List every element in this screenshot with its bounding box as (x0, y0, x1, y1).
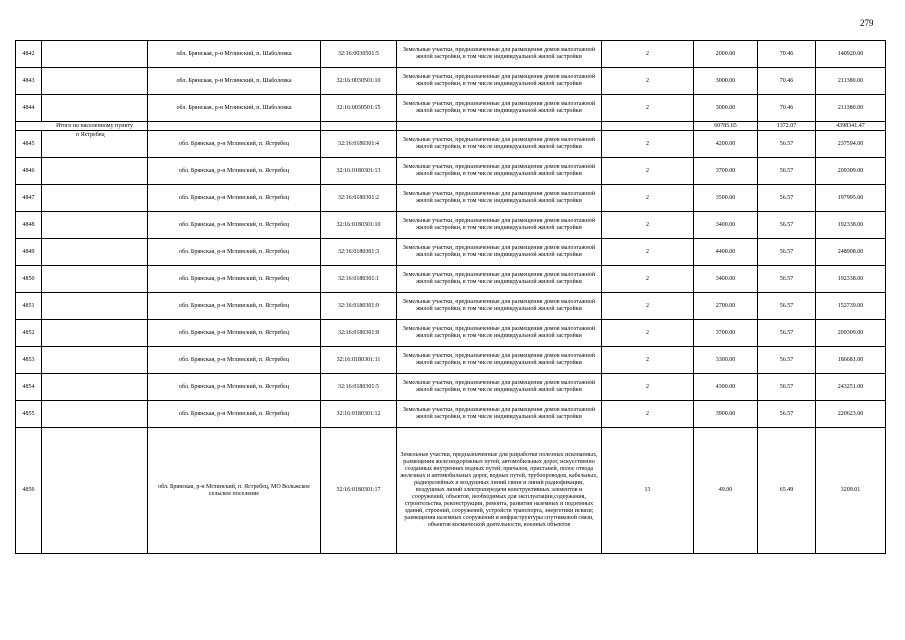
land-registry-table (15, 40, 886, 554)
row-use-code: 2 (602, 320, 694, 347)
row-address: обл. Брянская, р-н Мглинский, п. Ястребец, МО Вольжское сельское поселение (148, 428, 321, 554)
table-row (16, 41, 886, 68)
row-number: 4843 (16, 68, 42, 95)
row-use-code: 2 (602, 131, 694, 158)
row-use-code: 13 (602, 428, 694, 554)
row-use-code: 2 (602, 41, 694, 68)
table-row (16, 185, 886, 212)
row-cadastral-value: 209309.00 (816, 158, 886, 185)
row-permitted-use: Земельные участки, предназначенные для размещения домов малоэтажной жилой застройки, в том числе индивидуальной жилой застройки (397, 131, 602, 158)
row-spacer (42, 185, 148, 212)
row-permitted-use: Земельные участки, предназначенные для размещения домов малоэтажной жилой застройки, в том числе индивидуальной жилой застройки (397, 266, 602, 293)
row-permitted-use: Земельные участки, предназначенные для размещения домов малоэтажной жилой застройки, в том числе индивидуальной жилой застройки (397, 41, 602, 68)
row-cadastral-number: 32:16:0180301:17 (321, 428, 397, 554)
row-rate: 56.57 (758, 347, 816, 374)
table-row (16, 374, 886, 401)
row-permitted-use: Земельные участки, предназначенные для размещения домов малоэтажной жилой застройки, в том числе индивидуальной жилой застройки (397, 239, 602, 266)
row-cadastral-number: 32:16:0180301:11 (321, 347, 397, 374)
row-use-code: 2 (602, 95, 694, 122)
row-use-code: 2 (602, 212, 694, 239)
row-area: 49.00 (694, 428, 758, 554)
row-permitted-use: Земельные участки, предназначенные для размещения домов малоэтажной жилой застройки, в том числе индивидуальной жилой застройки (397, 95, 602, 122)
row-address: обл. Брянская, р-н Мглинский, п. Ястребец (148, 401, 321, 428)
row-cadastral-number: 32:16:0180301:9 (321, 293, 397, 320)
table-row (16, 239, 886, 266)
row-cadastral-number: 32:16:0030501:5 (321, 41, 397, 68)
table-row (16, 428, 886, 554)
row-use-code: 2 (602, 266, 694, 293)
row-cadastral-value: 248908.00 (816, 239, 886, 266)
row-permitted-use: Земельные участки, предназначенные для размещения домов малоэтажной жилой застройки, в том числе индивидуальной жилой застройки (397, 68, 602, 95)
row-address: обл. Брянская, р-н Мглинский, п. Шаболовка (148, 41, 321, 68)
row-area: 3700.00 (694, 320, 758, 347)
row-cadastral-value: 243251.00 (816, 374, 886, 401)
row-cadastral-number: 32:16:0030501:15 (321, 95, 397, 122)
row-permitted-use: Земельные участки, предназначенные для размещения домов малоэтажной жилой застройки, в том числе индивидуальной жилой застройки (397, 374, 602, 401)
row-number: 4845 (16, 131, 42, 158)
subtotal-empty (321, 122, 397, 131)
row-spacer (42, 212, 148, 239)
row-address: обл. Брянская, р-н Мглинский, п. Ястребец (148, 266, 321, 293)
table-row (16, 212, 886, 239)
row-cadastral-value: 3209.01 (816, 428, 886, 554)
row-number: 4849 (16, 239, 42, 266)
row-spacer (42, 239, 148, 266)
table-row (16, 131, 886, 158)
table-row (16, 401, 886, 428)
row-cadastral-value: 211380.00 (816, 95, 886, 122)
row-number: 4848 (16, 212, 42, 239)
row-number: 4842 (16, 41, 42, 68)
row-number: 4856 (16, 428, 42, 554)
row-cadastral-value: 152739.00 (816, 293, 886, 320)
subtotal-empty (148, 122, 321, 131)
page-number: 279 (860, 18, 874, 28)
row-number: 4854 (16, 374, 42, 401)
row-rate: 56.57 (758, 158, 816, 185)
row-permitted-use: Земельные участки, предназначенные для размещения домов малоэтажной жилой застройки, в том числе индивидуальной жилой застройки (397, 212, 602, 239)
row-address: обл. Брянская, р-н Мглинский, п. Ястребец (148, 131, 321, 158)
row-cadastral-number: 32:16:0180301:3 (321, 239, 397, 266)
subtotal-row (16, 122, 886, 131)
row-address: обл. Брянская, р-н Мглинский, п. Ястребец (148, 293, 321, 320)
row-cadastral-number: 32:16:0030501:10 (321, 68, 397, 95)
row-area: 4200.00 (694, 131, 758, 158)
table-row (16, 95, 886, 122)
row-cadastral-value: 211380.00 (816, 68, 886, 95)
row-spacer (42, 320, 148, 347)
row-spacer (42, 158, 148, 185)
row-use-code: 2 (602, 347, 694, 374)
row-area: 3300.00 (694, 347, 758, 374)
row-cadastral-value: 220623.00 (816, 401, 886, 428)
row-permitted-use: Земельные участки, предназначенные для размещения домов малоэтажной жилой застройки, в том числе индивидуальной жилой застройки (397, 401, 602, 428)
row-cadastral-value: 197995.00 (816, 185, 886, 212)
row-use-code: 2 (602, 239, 694, 266)
row-rate: 56.57 (758, 212, 816, 239)
row-use-code: 2 (602, 68, 694, 95)
row-spacer (42, 41, 148, 68)
row-rate: 56.57 (758, 266, 816, 293)
row-rate: 70.46 (758, 95, 816, 122)
row-cadastral-number: 32:16:0180301:13 (321, 158, 397, 185)
row-area: 3400.00 (694, 266, 758, 293)
row-area: 4400.00 (694, 239, 758, 266)
row-rate: 56.57 (758, 185, 816, 212)
row-number: 4853 (16, 347, 42, 374)
subtotal-rate: 1372.07 (758, 122, 816, 131)
row-rate: 56.57 (758, 239, 816, 266)
row-area: 3500.00 (694, 185, 758, 212)
row-address: обл. Брянская, р-н Мглинский, п. Ястребец (148, 212, 321, 239)
row-spacer (42, 68, 148, 95)
row-spacer (42, 347, 148, 374)
row-rate: 56.57 (758, 131, 816, 158)
row-permitted-use: Земельные участки, предназначенные для размещения домов малоэтажной жилой застройки, в том числе индивидуальной жилой застройки (397, 320, 602, 347)
rows-after-subtotal (16, 131, 886, 428)
row-address: обл. Брянская, р-н Мглинский, п. Шаболовка (148, 68, 321, 95)
subtotal-label: Итого по населенному пункту (56, 122, 133, 129)
row-rate: 56.57 (758, 401, 816, 428)
row-permitted-use: Земельные участки, предназначенные для размещения домов малоэтажной жилой застройки, в том числе индивидуальной жилой застройки (397, 185, 602, 212)
row-area: 3400.00 (694, 212, 758, 239)
row-spacer (42, 401, 148, 428)
table-row (16, 347, 886, 374)
row-rate: 70.46 (758, 68, 816, 95)
row-cadastral-number: 32:16:0180301:4 (321, 131, 397, 158)
subtotal-section (16, 122, 886, 138)
row-cadastral-value: 186681.00 (816, 347, 886, 374)
row-address: обл. Брянская, р-н Мглинский, п. Ястребец (148, 347, 321, 374)
row-spacer (42, 428, 148, 554)
table-row (16, 293, 886, 320)
row-area: 3000.00 (694, 95, 758, 122)
subtotal-empty (602, 122, 694, 131)
row-rate: 56.57 (758, 320, 816, 347)
row-cadastral-number: 32:16:0180301:5 (321, 374, 397, 401)
row-area: 2700.00 (694, 293, 758, 320)
row-number: 4852 (16, 320, 42, 347)
row-cadastral-value: 192338.00 (816, 212, 886, 239)
row-rate: 65.49 (758, 428, 816, 554)
row-area: 4300.00 (694, 374, 758, 401)
row-address: обл. Брянская, р-н Мглинский, п. Шаболовка (148, 95, 321, 122)
row-area: 3000.00 (694, 68, 758, 95)
row-spacer (42, 266, 148, 293)
row-cadastral-number: 32:16:0180301:2 (321, 185, 397, 212)
row-spacer (42, 293, 148, 320)
row-cadastral-value: 140920.00 (816, 41, 886, 68)
table-row (16, 68, 886, 95)
subtotal-settlement: п Ястребец (76, 132, 105, 138)
row-address: обл. Брянская, р-н Мглинский, п. Ястребец (148, 320, 321, 347)
row-area: 2000.00 (694, 41, 758, 68)
subtotal-label-cell (16, 122, 148, 138)
subtotal-value: 4398341.47 (816, 122, 886, 131)
subtotal-empty (397, 122, 602, 131)
row-number: 4855 (16, 401, 42, 428)
row-number: 4851 (16, 293, 42, 320)
row-number: 4850 (16, 266, 42, 293)
row-area: 3700.00 (694, 158, 758, 185)
row-use-code: 2 (602, 185, 694, 212)
row-address: обл. Брянская, р-н Мглинский, п. Ястребец (148, 374, 321, 401)
row-spacer (42, 374, 148, 401)
row-rate: 56.57 (758, 293, 816, 320)
row-address: обл. Брянская, р-н Мглинский, п. Ястребец (148, 239, 321, 266)
row-address: обл. Брянская, р-н Мглинский, п. Ястребец (148, 185, 321, 212)
row-cadastral-number: 32:16:0180301:12 (321, 401, 397, 428)
row-cadastral-value: 237594.00 (816, 131, 886, 158)
row-spacer (42, 95, 148, 122)
row-area: 3900.00 (694, 401, 758, 428)
row-permitted-use: Земельные участки, предназначенные для размещения домов малоэтажной жилой застройки, в том числе индивидуальной жилой застройки (397, 158, 602, 185)
row-rate: 56.57 (758, 374, 816, 401)
big-row-section (16, 428, 886, 554)
table-row (16, 266, 886, 293)
row-permitted-use: Земельные участки, предназначенные для разработки полезных ископаемых, размещения железнодорожных путей, автомобильных дорог, искусственно созданных внутренних водных путей, причалов, пристаней, полос отвода железных и автомобильных дорог, водных путей, трубопроводов, кабельных, радиорелейных и воздушных линий связи и линий радиофикации, воздушных линий электропередачи конструктивных элементов и сооружений, объектов, необходимых для эксплуатации,содержания, строительства, реконструкции, ремонта, развития наземных и подземных зданий, строений, сооружений, устройств транспорта, энергетики исвязи; размещения наземных сооружений и инфраструктуры спутниковой связи, объектов космической деятельности, военных объектов (397, 428, 602, 554)
row-address: обл. Брянская, р-н Мглинский, п. Ястребец (148, 158, 321, 185)
table-row (16, 158, 886, 185)
subtotal-area: 60785.65 (694, 122, 758, 131)
table-row (16, 320, 886, 347)
row-rate: 70.46 (758, 41, 816, 68)
row-use-code: 2 (602, 293, 694, 320)
row-use-code: 2 (602, 374, 694, 401)
row-permitted-use: Земельные участки, предназначенные для размещения домов малоэтажной жилой застройки, в том числе индивидуальной жилой застройки (397, 293, 602, 320)
row-number: 4847 (16, 185, 42, 212)
row-cadastral-number: 32:16:0180301:8 (321, 320, 397, 347)
row-number: 4846 (16, 158, 42, 185)
rows-before-subtotal (16, 41, 886, 122)
row-cadastral-number: 32:16:0180301:10 (321, 212, 397, 239)
row-permitted-use: Земельные участки, предназначенные для размещения домов малоэтажной жилой застройки, в том числе индивидуальной жилой застройки (397, 347, 602, 374)
row-use-code: 2 (602, 158, 694, 185)
row-cadastral-value: 192338.00 (816, 266, 886, 293)
row-cadastral-number: 32:16:0180301:1 (321, 266, 397, 293)
row-number: 4844 (16, 95, 42, 122)
row-use-code: 2 (602, 401, 694, 428)
row-cadastral-value: 209309.00 (816, 320, 886, 347)
